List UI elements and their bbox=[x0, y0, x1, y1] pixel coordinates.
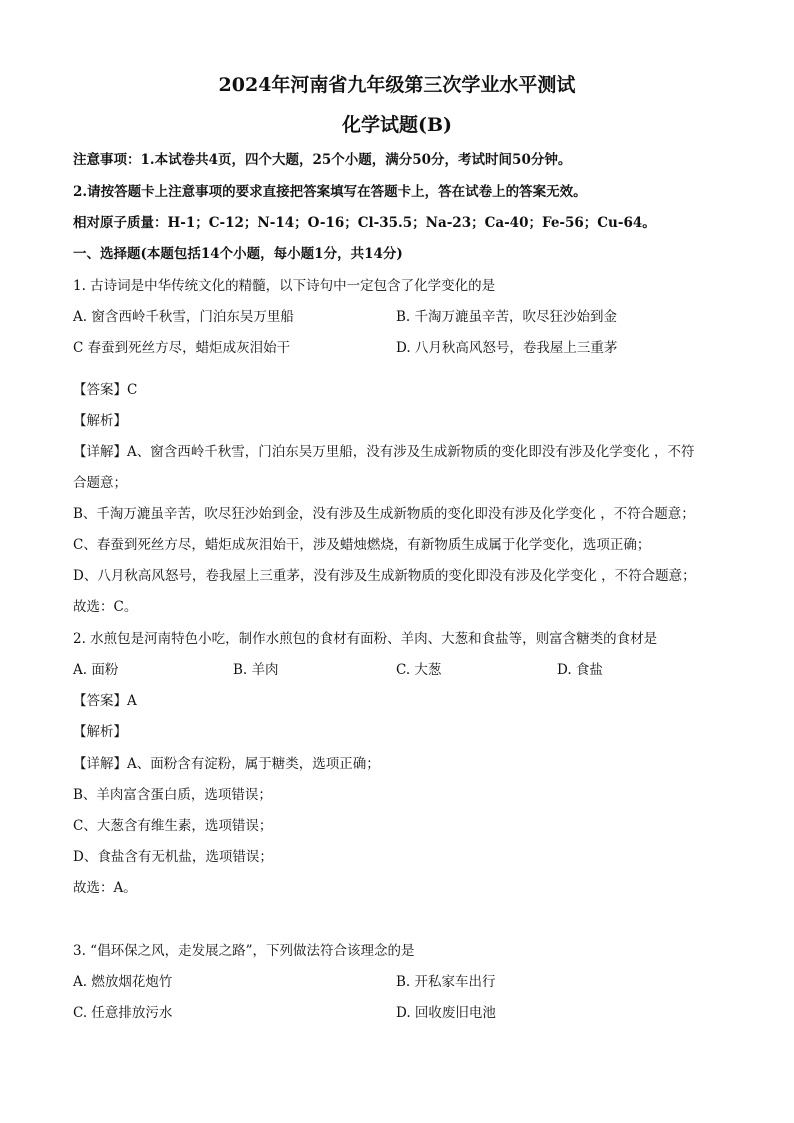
page-subtitle: 化学试题(B) bbox=[341, 114, 453, 136]
q1-option-a: A. 窗含西岭千秋雪，门泊东吴万里船 bbox=[73, 309, 294, 325]
q3-option-c: C. 任意排放污水 bbox=[73, 1005, 173, 1021]
q1-answer: 【答案】C bbox=[73, 382, 138, 398]
q2-answer: 【答案】A bbox=[73, 693, 137, 709]
q2-analysis: 【解析】 bbox=[73, 724, 127, 740]
q2-detail-5: 故选：A。 bbox=[73, 880, 137, 896]
q2-detail-2: B、羊肉富含蛋白质，选项错误； bbox=[73, 787, 272, 803]
q1-detail-1: 【详解】A、窗含西岭千秋雪，门泊东吴万里船，没有涉及生成新物质的变化即没有涉及化学变化 ，不符 bbox=[73, 444, 695, 460]
q2-option-d: D. 食盐 bbox=[557, 662, 603, 678]
q1-option-d: D. 八月秋高风怒号，卷我屋上三重茅 bbox=[396, 340, 618, 356]
section-heading: 一、选择题(本题包括14个小题，每小题1分，共14分) bbox=[73, 246, 403, 262]
q2-option-b: B. 羊肉 bbox=[233, 662, 279, 678]
q1-analysis: 【解析】 bbox=[73, 413, 127, 429]
q1-detail-3: B、千淘万漉虽辛苦，吹尽狂沙始到金，没有涉及生成新物质的变化即没有涉及化学变化 ，不符合题意； bbox=[73, 506, 695, 522]
q3-option-a: A. 燃放烟花炮竹 bbox=[73, 974, 173, 990]
page-title: 2024年河南省九年级第三次学业水平测试 bbox=[218, 74, 576, 96]
q2-option-a: A. 面粉 bbox=[73, 662, 119, 678]
q3-option-b: B. 开私家车出行 bbox=[396, 974, 496, 990]
q1-option-b: B. 千淘万漉虽辛苦，吹尽狂沙始到金 bbox=[396, 309, 618, 325]
q1-detail-4: C、春蚕到死丝方尽，蜡炬成灰泪始干，涉及蜡烛燃烧，有新物质生成属于化学变化，选项正确； bbox=[73, 537, 651, 553]
q1-option-c: C 春蚕到死丝方尽，蜡炬成灰泪始干 bbox=[73, 340, 291, 356]
notes-line-2: 2.请按答题卡上注意事项的要求直接把答案填写在答题卡上，答在试卷上的答案无效。 bbox=[73, 184, 587, 200]
notes-line-3: 相对原子质量：H-1；C-12；N-14；O-16；Cl-35.5；Na-23；Ca-40；Fe-56；Cu-64。 bbox=[73, 215, 656, 231]
q1-detail-6: 故选：C。 bbox=[73, 599, 138, 615]
q1-stem: 1. 古诗词是中华传统文化的精髓，以下诗句中一定包含了化学变化的是 bbox=[73, 278, 496, 294]
q3-option-d: D. 回收废旧电池 bbox=[396, 1005, 496, 1021]
q2-detail-3: C、大葱含有维生素，选项错误； bbox=[73, 818, 273, 834]
q1-detail-2: 合题意； bbox=[73, 475, 127, 491]
q2-detail-4: D、食盐含有无机盐，选项错误； bbox=[73, 849, 273, 865]
q2-detail-1: 【详解】A、面粉含有淀粉，属于糖类，选项正确； bbox=[73, 756, 380, 772]
q3-stem: 3. “倡环保之风，走发展之路”，下列做法符合该理念的是 bbox=[73, 943, 415, 959]
q2-stem: 2. 水煎包是河南特色小吃，制作水煎包的食材有面粉、羊肉、大葱和食盐等，则富含糖类的食材是 bbox=[73, 631, 658, 647]
notes-line-1: 注意事项：1.本试卷共4页，四个大题，25个小题，满分50分，考试时间50分钟。 bbox=[73, 152, 572, 168]
q1-detail-5: D、八月秋高风怒号，卷我屋上三重茅，没有涉及生成新物质的变化即没有涉及化学变化 ，不符合题意； bbox=[73, 568, 696, 584]
q2-option-c: C. 大葱 bbox=[396, 662, 442, 678]
